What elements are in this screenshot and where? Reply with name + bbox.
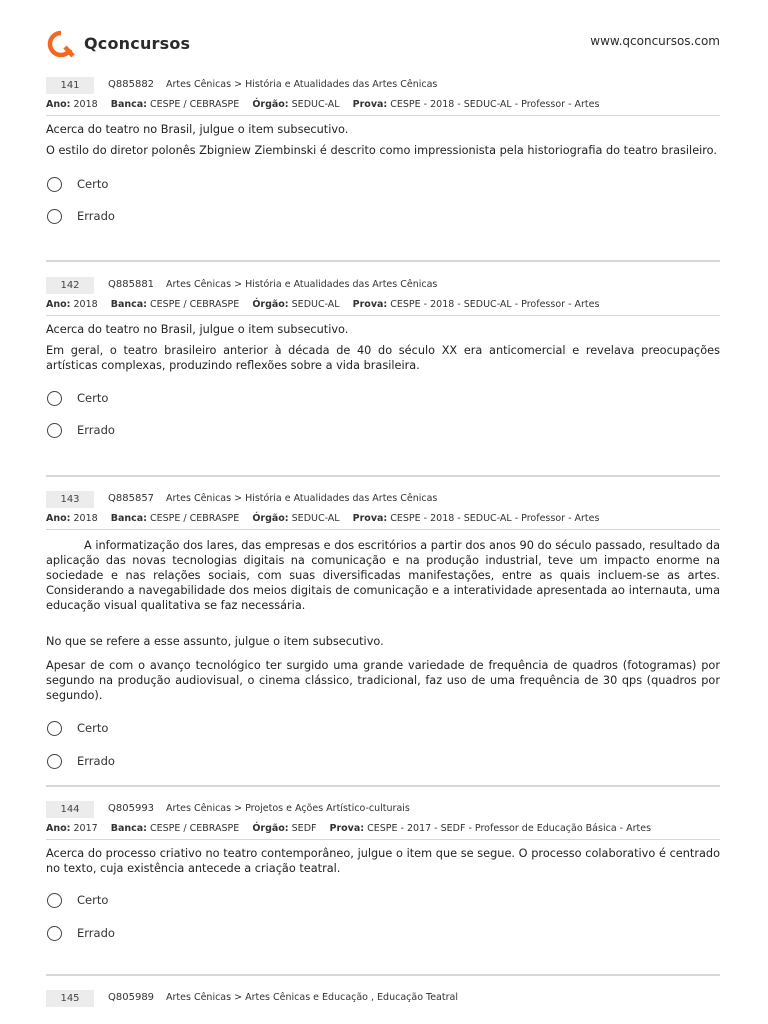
meta-orgao: SEDUC-AL	[291, 99, 340, 110]
question-text: Acerca do teatro no Brasil, julgue o item subsecutivo.	[46, 123, 349, 136]
question-141	[46, 77, 720, 226]
meta-banca: CESPE / CEBRASPE	[150, 823, 240, 834]
question-number: 142	[46, 277, 94, 294]
option-certo[interactable]: Certo	[46, 720, 720, 738]
question-separator	[46, 974, 720, 976]
question-subject: Artes Cênicas > História e Atualidades das Artes Cênicas	[166, 493, 438, 504]
meta-orgao: SEDUC-AL	[291, 513, 340, 524]
question-144	[46, 801, 720, 943]
option-errado[interactable]: Errado	[46, 925, 720, 943]
meta-prova: CESPE - 2017 - SEDF - Professor de Educação Básica - Artes	[367, 823, 652, 834]
radio-icon[interactable]	[47, 177, 62, 192]
meta-orgao: SEDF	[291, 823, 317, 834]
question-text: Acerca do teatro no Brasil, julgue o item subsecutivo.	[46, 323, 349, 336]
radio-icon[interactable]	[47, 423, 62, 438]
question-142	[46, 277, 720, 440]
question-number: 141	[46, 77, 94, 94]
question-meta: Ano: 2018 Banca: CESPE / CEBRASPE Órgão: SEDUC-AL Prova: CESPE - 2018 - SEDUC-AL - Professor - Artes	[46, 99, 600, 110]
meta-ano: 2018	[73, 513, 98, 524]
divider	[46, 529, 720, 530]
question-145	[46, 990, 720, 1007]
question-number: 145	[46, 990, 94, 1007]
question-statement: O estilo do diretor polonês Zbigniew Ziembinski é descrito como impressionista pela historiografia do teatro brasileiro.	[46, 144, 717, 157]
meta-prova: CESPE - 2018 - SEDUC-AL - Professor - Artes	[390, 299, 600, 310]
question-id[interactable]: Q885881	[108, 279, 155, 290]
site-url[interactable]: www.qconcursos.com	[590, 34, 720, 48]
question-meta: Ano: 2017 Banca: CESPE / CEBRASPE Órgão: SEDF Prova: CESPE - 2017 - SEDF - Professor de Educação Básica - Artes	[46, 823, 652, 834]
meta-ano: 2018	[73, 99, 98, 110]
divider	[46, 115, 720, 116]
meta-prova: CESPE - 2018 - SEDUC-AL - Professor - Artes	[390, 99, 600, 110]
option-certo[interactable]: Certo	[46, 176, 720, 194]
question-statement: Apesar de com o avanço tecnológico ter surgido uma grande variedade de frequência de quadros (fotogramas) por segundo na produção audiovisual, o cinema clássico, tradicional, faz uso de uma frequência de 30 qps (quadros por segundo).	[46, 659, 720, 702]
question-number: 144	[46, 801, 94, 818]
question-subject: Artes Cênicas > História e Atualidades das Artes Cênicas	[166, 279, 438, 290]
question-id[interactable]: Q805989	[108, 992, 155, 1003]
question-subject: Artes Cênicas > Projetos e Ações Artístico-culturais	[166, 803, 410, 814]
divider	[46, 839, 720, 840]
meta-ano: 2018	[73, 299, 98, 310]
meta-banca: CESPE / CEBRASPE	[150, 513, 240, 524]
question-separator	[46, 260, 720, 262]
radio-icon[interactable]	[47, 391, 62, 406]
question-subject: Artes Cênicas > Artes Cênicas e Educação , Educação Teatral	[166, 992, 458, 1003]
question-separator	[46, 785, 720, 787]
question-id[interactable]: Q885882	[108, 79, 155, 90]
radio-icon[interactable]	[47, 926, 62, 941]
option-certo[interactable]: Certo	[46, 390, 720, 408]
radio-icon[interactable]	[47, 721, 62, 736]
question-meta: Ano: 2018 Banca: CESPE / CEBRASPE Órgão: SEDUC-AL Prova: CESPE - 2018 - SEDUC-AL - Professor - Artes	[46, 513, 600, 524]
meta-ano: 2017	[73, 823, 98, 834]
radio-icon[interactable]	[47, 209, 62, 224]
question-statement: Em geral, o teatro brasileiro anterior à década de 40 do século XX era anticomercial e revelava preocupações artísticas complexas, produzindo reflexões sobre a vida brasileira.	[46, 344, 720, 372]
radio-icon[interactable]	[47, 754, 62, 769]
question-number: 143	[46, 491, 94, 508]
question-text: No que se refere a esse assunto, julgue o item subsecutivo.	[46, 635, 384, 648]
question-separator	[46, 475, 720, 477]
divider	[46, 315, 720, 316]
brand-name: Qconcursos	[84, 34, 191, 53]
meta-orgao: SEDUC-AL	[291, 299, 340, 310]
option-errado[interactable]: Errado	[46, 208, 720, 226]
question-meta: Ano: 2018 Banca: CESPE / CEBRASPE Órgão: SEDUC-AL Prova: CESPE - 2018 - SEDUC-AL - Professor - Artes	[46, 299, 600, 310]
question-subject: Artes Cênicas > História e Atualidades das Artes Cênicas	[166, 79, 438, 90]
page-header	[0, 0, 768, 70]
option-errado[interactable]: Errado	[46, 422, 720, 440]
radio-icon[interactable]	[47, 893, 62, 908]
meta-banca: CESPE / CEBRASPE	[150, 299, 240, 310]
question-143	[46, 491, 720, 771]
qconcursos-logo-icon	[46, 29, 76, 59]
option-errado[interactable]: Errado	[46, 753, 720, 771]
meta-prova: CESPE - 2018 - SEDUC-AL - Professor - Artes	[390, 513, 600, 524]
meta-banca: CESPE / CEBRASPE	[150, 99, 240, 110]
question-id[interactable]: Q805993	[108, 803, 155, 814]
question-context: A informatização dos lares, das empresas e dos escritórios a partir dos anos 90 do século passado, resultado da aplicação das novas tecnologias digitais na comunicação e na produção industrial, teve um impacto enorme na sociedade e nas relações sociais, com suas diversificadas manifestações, entre as quais incluem-se as artes. Considerando a navegabilidade dos meios digitais de comunicação e a interatividade apresentada ao internauta, uma educação visual qualitativa se faz necessária.	[46, 539, 720, 612]
option-certo[interactable]: Certo	[46, 892, 720, 910]
question-statement: Acerca do processo criativo no teatro contemporâneo, julgue o item que se segue. O processo colaborativo é centrado no texto, cuja existência antecede a criação teatral.	[46, 847, 720, 875]
question-id[interactable]: Q885857	[108, 493, 155, 504]
